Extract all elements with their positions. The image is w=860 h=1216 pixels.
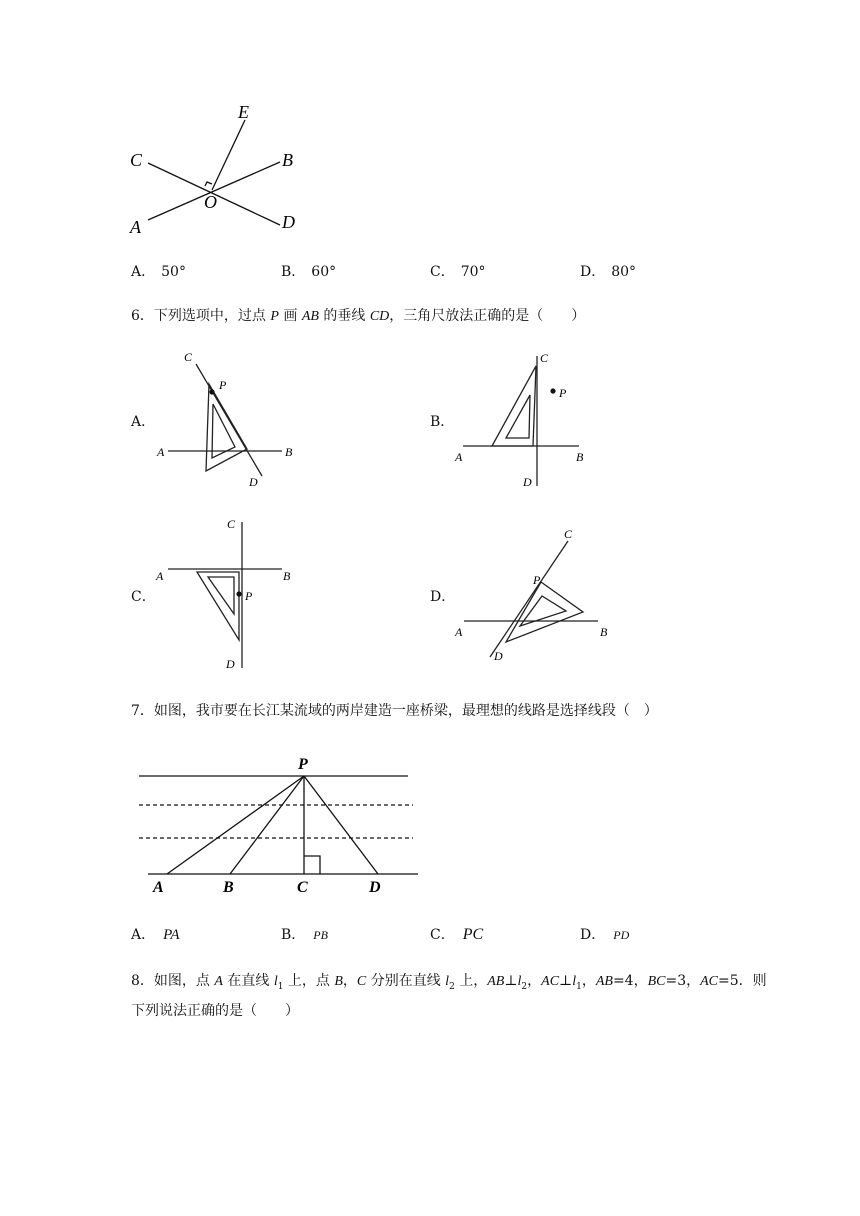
- label-b: B: [282, 150, 293, 170]
- label-a: A: [153, 879, 164, 896]
- label-p: P: [298, 756, 308, 773]
- label-e: E: [238, 102, 249, 122]
- label-c: C: [540, 351, 549, 365]
- q6-figure-b: [450, 345, 600, 490]
- q7-stem: 7．如图，我市要在长江某流域的两岸建造一座桥梁，最理想的线路是选择线段（ ）: [131, 703, 658, 719]
- q6-figure-a: [150, 345, 310, 490]
- q6-option-c[interactable]: C．: [131, 589, 156, 605]
- q7-option-d[interactable]: D． PD: [580, 927, 630, 943]
- label-d: D: [369, 879, 381, 896]
- label-d: D: [249, 475, 258, 489]
- segment-pb: [230, 776, 304, 874]
- q5-option-a[interactable]: A． 50°: [131, 264, 186, 280]
- q6-figure-d: [450, 522, 620, 667]
- q7-option-a[interactable]: A． PA: [131, 927, 180, 943]
- label-b: B: [576, 450, 584, 464]
- label-c: C: [564, 527, 573, 541]
- label-c: C: [184, 350, 193, 364]
- label-b: B: [283, 569, 291, 583]
- label-d: D: [226, 657, 235, 671]
- q6-option-a[interactable]: A．: [131, 414, 156, 430]
- label-p: P: [245, 589, 253, 603]
- label-d: D: [494, 649, 503, 663]
- label-a: A: [157, 445, 165, 459]
- label-c: C: [297, 879, 308, 896]
- q6-figure-c: [150, 512, 300, 672]
- label-p: P: [559, 386, 567, 400]
- label-a: A: [455, 625, 463, 639]
- label-b: B: [600, 625, 608, 639]
- label-a: A: [156, 569, 164, 583]
- label-p: P: [533, 573, 541, 587]
- q8-stem-line1: 8．如图，点 A 在直线 $l_1$ 上，点 B，C 分别在直线 $l_2$ 上，$AB\perp l_2$，$AC\perp l_1$，AB=4，BC=3，AC=5．则: [131, 973, 767, 992]
- q7-option-c[interactable]: C． PC: [430, 926, 484, 943]
- q7-figure: [130, 748, 430, 898]
- label-o: O: [204, 192, 217, 212]
- label-p: P: [219, 378, 227, 392]
- label-d: D: [282, 212, 295, 232]
- q5-option-b[interactable]: B． 60°: [281, 264, 337, 280]
- segment-pa: [167, 776, 304, 874]
- q6-stem: 6．下列选项中，过点 P 画 AB 的垂线 CD，三角尺放法正确的是（ ）: [131, 308, 586, 324]
- q6-option-d[interactable]: D．: [430, 589, 456, 605]
- label-d: D: [523, 475, 532, 489]
- segment-pd: [304, 776, 378, 874]
- q8-stem-line2: 下列说法正确的是（ ）: [131, 1003, 299, 1019]
- label-a: A: [455, 450, 463, 464]
- label-b: B: [285, 445, 293, 459]
- label-c: C: [130, 150, 143, 170]
- right-angle-mark: [304, 856, 320, 874]
- q7-option-b[interactable]: B． PB: [281, 927, 328, 943]
- label-b: B: [223, 879, 234, 896]
- q5-figure: [120, 95, 320, 245]
- q5-option-c[interactable]: C． 70°: [430, 264, 486, 280]
- q5-option-d[interactable]: D． 80°: [580, 264, 637, 280]
- label-c: C: [227, 517, 236, 531]
- label-a: A: [130, 217, 141, 237]
- q6-option-b[interactable]: B．: [430, 414, 455, 430]
- right-angle-mark: [205, 182, 212, 186]
